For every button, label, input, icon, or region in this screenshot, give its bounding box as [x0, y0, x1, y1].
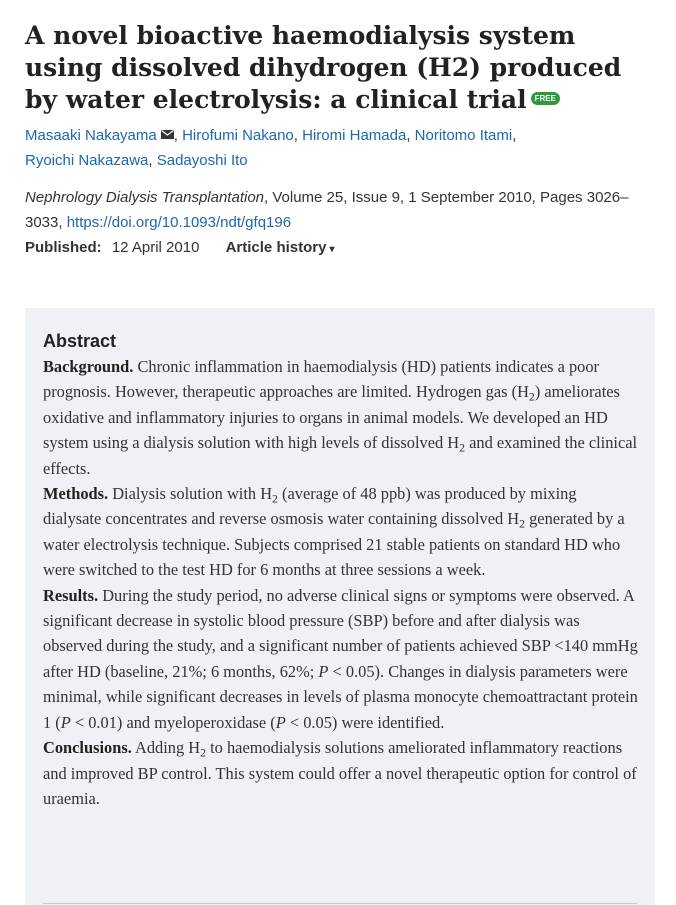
conclusions-label: Conclusions.	[43, 738, 132, 758]
author-separator: ,	[148, 152, 153, 169]
published-date: 12 April 2010	[111, 239, 200, 256]
p-value-symbol: P	[318, 661, 329, 681]
published-label: Published:	[25, 239, 102, 256]
author-separator: ,	[173, 127, 178, 144]
methods-text: Dialysis solution with	[108, 484, 261, 504]
methods-text: generated by a water electrolysis technique. Subjects comprised 21 stable patients on standard HD who were switched to the test HD for 6 months at three sessions a week.	[43, 509, 625, 580]
author-link[interactable]: Sadayoshi Ito	[156, 152, 248, 169]
formula-element: H	[507, 509, 520, 529]
article-history-label: Article history	[225, 239, 327, 256]
results-text: < 0.05) were identified.	[285, 712, 445, 732]
formula-subscript: 2	[519, 516, 526, 531]
methods-label: Methods.	[43, 484, 109, 504]
author-link[interactable]: Hiromi Hamada	[302, 127, 407, 144]
author-list	[25, 123, 655, 173]
citation	[25, 185, 645, 235]
h2-formula	[447, 433, 466, 455]
author-link[interactable]: Masaaki Nakayama	[25, 127, 157, 144]
methods-text: (average of 48 ppb) was produced by mixing dialysate concentrates and reverse osmosis water containing dissolved	[43, 484, 577, 529]
article-title-text: A novel bioactive haemodialysis system using dissolved dihydrogen (H2) produced by water electrolysis: a clinical trial	[25, 21, 622, 114]
results-text: < 0.01) and myeloperoxidase (	[70, 712, 276, 732]
background-text: and examined the clinical effects.	[43, 433, 638, 478]
h2-formula	[507, 509, 526, 531]
article-title	[25, 20, 655, 116]
p-value-symbol: P	[275, 712, 286, 732]
doi-link[interactable]: https://doi.org/10.1093/ndt/gfq196	[66, 214, 292, 231]
background-text: ) ameliorates oxidative and inflammatory injuries to organs in animal models. We developed an HD system using a dialysis solution with high levels of dissolved	[43, 382, 620, 453]
abstract-content	[43, 328, 638, 811]
caret-down-icon: ▾	[329, 244, 335, 255]
author-link[interactable]: Noritomo Itami	[414, 127, 513, 144]
formula-element: H	[517, 382, 529, 402]
results-label: Results.	[43, 585, 99, 605]
background-text: Chronic inflammation in haemodialysis (HD) patients indicates a poor prognosis. However, therapeutic approaches are limited. Hydrogen gas (	[43, 357, 600, 402]
journal-name: Nephrology Dialysis Transplantation	[25, 189, 265, 206]
abstract-results	[43, 583, 638, 735]
background-label: Background.	[43, 357, 134, 376]
h2-formula	[260, 484, 278, 506]
formula-element: H	[447, 433, 460, 453]
author-separator: ,	[406, 127, 411, 144]
author-separator: ,	[293, 127, 298, 144]
h2-formula	[188, 738, 207, 760]
author-link[interactable]: Hirofumi Nakano	[182, 127, 294, 144]
abstract-background	[43, 354, 638, 481]
results-text: < 0.05). Changes in dialysis parameters were minimal, while significant decreases in levels of plasma monocyte chemoattractant protein 1 (	[43, 661, 638, 732]
formula-subscript: 2	[459, 440, 466, 455]
abstract-methods	[43, 481, 638, 583]
envelope-icon[interactable]	[161, 130, 174, 139]
conclusions-text: to haemodialysis solutions ameliorated inflammatory reactions and improved BP control. This system could offer a novel therapeutic option for control of uraemia.	[43, 738, 637, 808]
formula-element: H	[188, 738, 201, 758]
abstract-conclusions	[43, 735, 638, 811]
formula-subscript: 2	[528, 389, 535, 404]
abstract-heading: Abstract	[43, 331, 117, 351]
publication-info	[25, 237, 335, 261]
p-value-symbol: P	[60, 712, 71, 732]
section-divider	[43, 903, 637, 904]
formula-subscript: 2	[272, 491, 278, 506]
article-history-toggle[interactable]	[226, 239, 335, 256]
citation-details: , Volume 25, Issue 9, 1 September 2010, Pages 3026–3033,	[25, 189, 629, 231]
free-access-badge: FREE	[531, 92, 560, 105]
abstract-section	[25, 308, 655, 905]
results-text: During the study period, no adverse clinical signs or symptoms were observed. A significant decrease in systolic blood pressure (SBP) before and after dialysis was observed during the study, and a significant number of patients achieved SBP <140 mmHg after HD (baseline, 21%; 6 months, 62%;	[43, 585, 638, 681]
formula-subscript: 2	[200, 745, 207, 760]
h2-formula	[517, 382, 535, 404]
author-separator: ,	[512, 127, 517, 144]
author-link[interactable]: Ryoichi Nakazawa	[25, 152, 149, 169]
conclusions-text: Adding	[131, 738, 189, 758]
formula-element: H	[260, 484, 273, 504]
